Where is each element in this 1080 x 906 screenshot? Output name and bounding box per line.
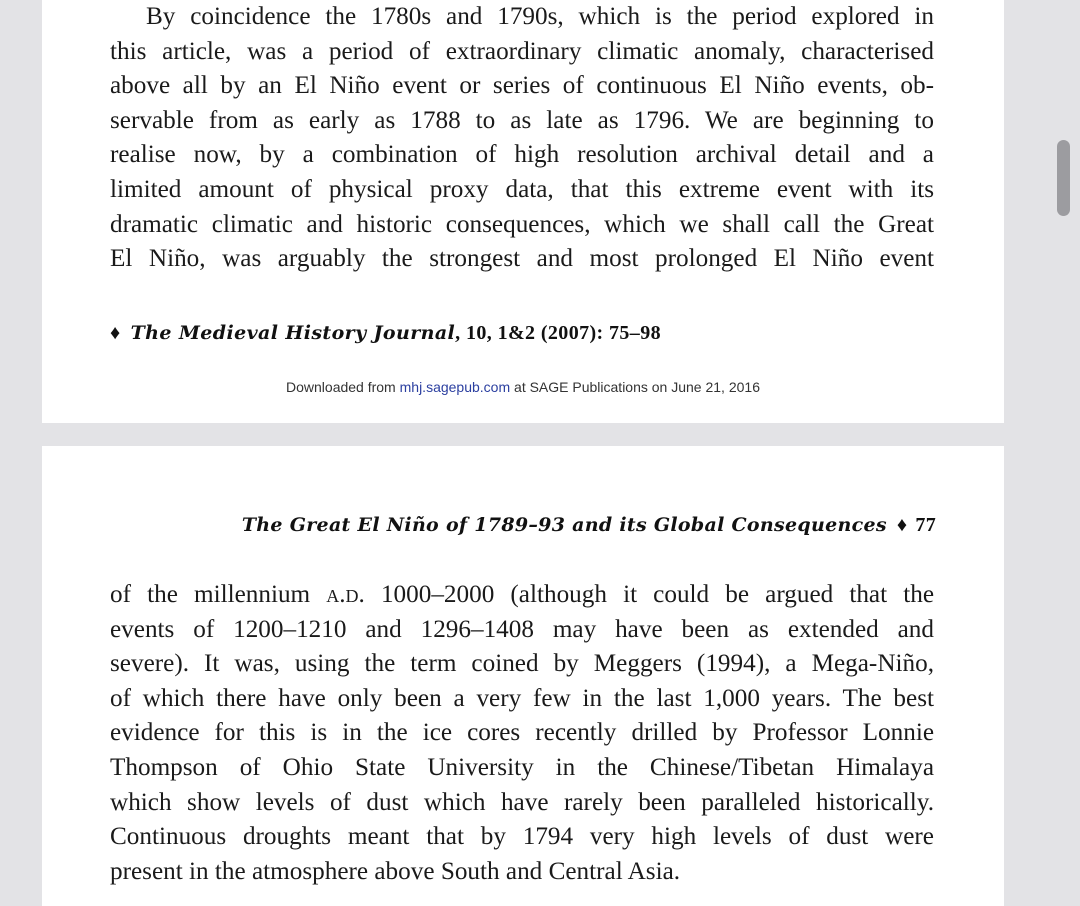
running-header — [242, 514, 936, 537]
era-abbreviation: a.d. — [326, 581, 365, 608]
download-note — [42, 379, 1004, 395]
running-header-title: The Great El Niño of 1789–93 and its Global Consequences — [241, 514, 887, 536]
text-line: dramatic climatic and historic consequences, which we shall call the Great — [110, 210, 934, 238]
text-line: of which there have only been a very few in the last 1,000 years. The best — [110, 684, 934, 712]
text-fragment: 1000–2000 (although it could be argued that the — [364, 581, 935, 608]
text-line: Continuous droughts meant that by 1794 very high levels of dust were — [110, 823, 934, 851]
journal-citation-footer — [110, 322, 661, 345]
body-paragraph — [110, 0, 934, 277]
diamond-bullet-icon: ♦ — [896, 514, 908, 536]
text-line: servable from as early as 1788 to as late as 1796. We are beginning to — [110, 106, 934, 134]
download-source-link[interactable]: mhj.sagepub.com — [399, 379, 511, 395]
text-line: this article, was a period of extraordinary climatic anomaly, characterised — [110, 37, 934, 65]
text-line — [110, 578, 934, 613]
text-line: El Niño, was arguably the strongest and most prolonged El Niño event — [110, 245, 934, 273]
scrollbar-thumb[interactable] — [1057, 140, 1070, 216]
text-line: evidence for this is in the ice cores recently drilled by Professor Lonnie — [110, 719, 934, 747]
text-line: Thompson of Ohio State University in the Chinese/Tibetan Himalaya — [110, 753, 934, 781]
page-number: 77 — [915, 514, 936, 536]
journal-citation: , 10, 1&2 (2007): 75–98 — [455, 322, 662, 344]
text-fragment: of the millennium — [110, 581, 327, 608]
document-page-76 — [42, 0, 1004, 423]
text-line: events of 1200–1210 and 1296–1408 may have been as extended and — [110, 615, 934, 643]
text-line: realise now, by a combination of high resolution archival detail and a — [110, 141, 934, 169]
journal-title: The Medieval History Journal — [130, 322, 456, 344]
text-line: severe). It was, using the term coined by Meggers (1994), a Mega-Niño, — [110, 650, 934, 678]
text-line: above all by an El Niño event or series of continuous El Niño events, ob- — [110, 72, 934, 100]
text-line: By coincidence the 1780s and 1790s, which is the period explored in — [146, 3, 934, 30]
download-note-prefix: Downloaded from — [286, 379, 400, 395]
download-note-suffix: at SAGE Publications on June 21, 2016 — [510, 379, 760, 395]
text-line: present in the atmosphere above South and Central Asia. — [110, 857, 681, 885]
document-page-77 — [42, 446, 1004, 906]
body-paragraph — [110, 578, 934, 889]
text-line: limited amount of physical proxy data, that this extreme event with its — [110, 175, 934, 203]
text-line: which show levels of dust which have rarely been paralleled historically. — [110, 788, 934, 816]
diamond-bullet-icon: ♦ — [110, 322, 121, 344]
